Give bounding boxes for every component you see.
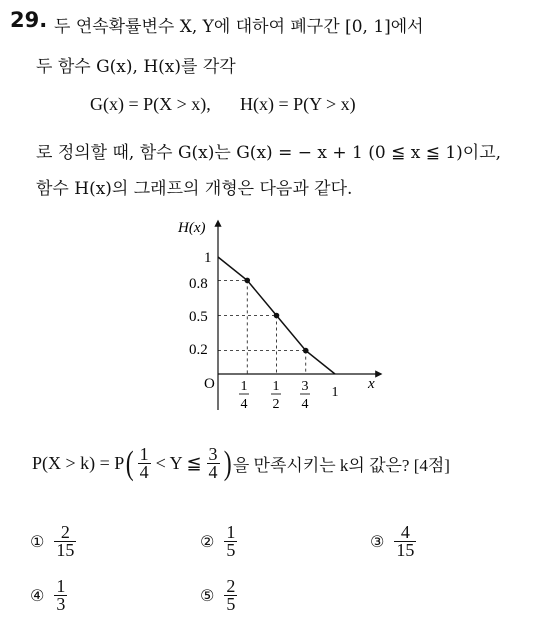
y-tick-0.5: 0.5: [189, 309, 208, 325]
choice-fraction: [54, 578, 67, 613]
definition-G: G(x) = P(X > x),: [90, 94, 211, 114]
question-lhs: P(X > k) = P: [32, 453, 125, 473]
choice-2[interactable]: [200, 524, 239, 559]
graph-H: [170, 210, 390, 420]
problem-line-5: 함수 H(x)의 그래프의 개형은 다음과 같다.: [36, 179, 353, 199]
y-tick-0.2: 0.2: [189, 342, 208, 358]
frac-num: 4: [400, 522, 410, 542]
choice-fraction: [54, 524, 76, 559]
choice-mark: ①: [30, 532, 45, 551]
y-tick-1: 1: [204, 250, 212, 266]
x-axis-label: x: [368, 376, 375, 392]
choice-fraction: [224, 524, 237, 559]
x-tick-1-4-den: 4: [240, 397, 248, 412]
problem-line-1: 두 연속확률변수 X, Y에 대하여 폐구간 [0, 1]에서: [54, 17, 424, 37]
x-tick-1-4-num: 1: [240, 379, 248, 394]
choice-3[interactable]: [370, 524, 418, 559]
choice-1[interactable]: [30, 524, 78, 559]
fraction-3-4: [207, 446, 220, 481]
definition-H: H(x) = P(Y > x): [240, 94, 356, 114]
problem-line-4: 로 정의할 때, 함수 G(x)는 G(x) = − x + 1 (0 ≦ x ≦ 1)이고,: [36, 143, 502, 163]
frac-den: 15: [396, 540, 415, 560]
choice-mark: ④: [30, 586, 45, 605]
left-paren: (: [126, 444, 134, 482]
frac-num: 1: [139, 444, 149, 464]
frac-num: 1: [56, 576, 66, 596]
choice-mark: ②: [200, 532, 215, 551]
y-tick-0.8: 0.8: [189, 276, 208, 292]
curve-point-2: [303, 348, 309, 354]
curve-point-0: [244, 278, 250, 284]
x-tick-1-2-den: 2: [272, 397, 280, 412]
frac-den: 15: [56, 540, 75, 560]
origin-label: O: [204, 376, 215, 392]
frac-den: 4: [139, 462, 149, 482]
frac-den: 4: [208, 462, 218, 482]
frac-num: 3: [208, 444, 218, 464]
x-tick-3-4-num: 3: [301, 379, 309, 394]
frac-den: 3: [56, 594, 66, 614]
x-tick-1-2-num: 1: [272, 379, 280, 394]
curve-point-1: [274, 313, 280, 319]
question-line: [32, 446, 450, 481]
frac-den: 5: [226, 594, 236, 614]
right-paren: ): [223, 444, 232, 482]
graph-curve-group: [218, 257, 335, 374]
question-middle: < Y ≦: [155, 453, 202, 473]
frac-den: 5: [226, 540, 236, 560]
frac-num: 1: [226, 522, 236, 542]
x-tick-1: 1: [331, 385, 339, 400]
choice-5[interactable]: [200, 578, 239, 613]
choice-fraction: [224, 578, 237, 613]
frac-num: 2: [60, 522, 70, 542]
frac-num: 2: [226, 576, 236, 596]
choice-fraction: [394, 524, 416, 559]
x-tick-3-4-den: 4: [301, 397, 309, 412]
choice-4[interactable]: [30, 578, 69, 613]
question-number: 29.: [10, 8, 48, 32]
question-tail: 을 만족시키는 k의 값은? [4점]: [232, 456, 450, 475]
choice-mark: ⑤: [200, 586, 215, 605]
fraction-1-4: [138, 446, 151, 481]
choice-mark: ③: [370, 532, 385, 551]
problem-line-2: 두 함수 G(x), H(x)를 각각: [36, 57, 236, 77]
y-axis-label: H(x): [178, 220, 206, 236]
